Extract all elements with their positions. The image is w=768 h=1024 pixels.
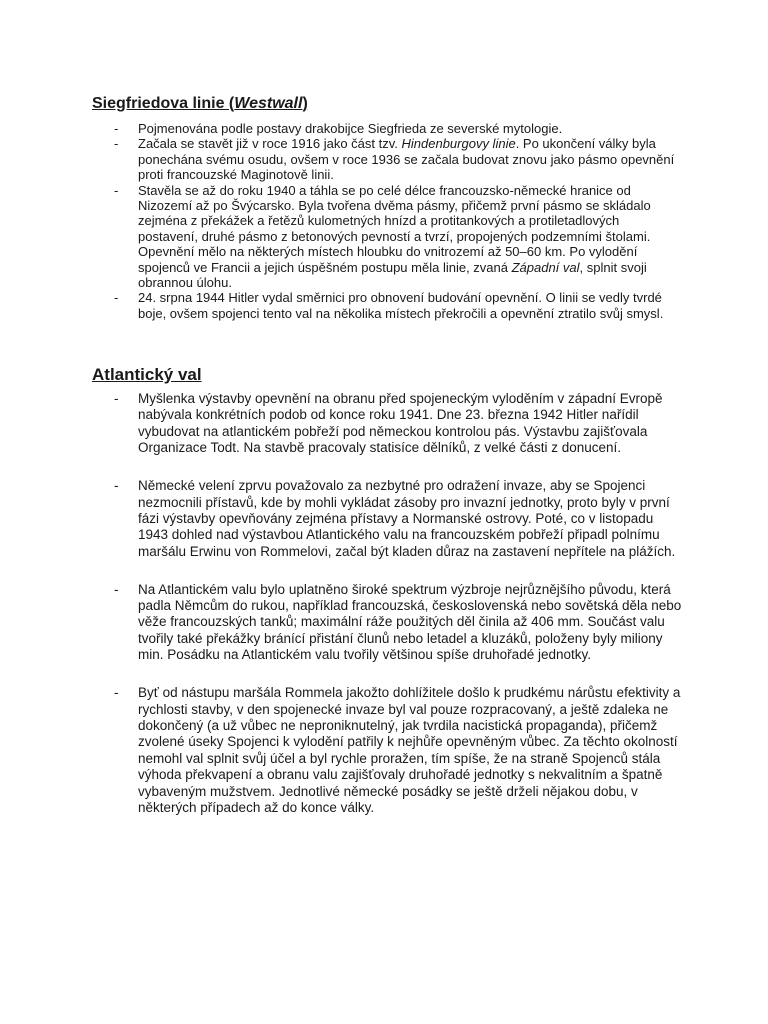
list-item-italic: Západní val [511,259,580,275]
list-item-text: Myšlenka výstavby opevnění na obranu před spojeneckým vyloděním v západní Evropě nabývala konkrétních podob od konce roku 1941. Dne 23. března 1942 Hitler nařídil vybudovat na atlantickém pobřeží pod německou kontrolou pás. Výstavbu zajišťovala Organizace Todt. Na stavbě pracovaly statisíce dělníků, z velké části z donucení. [138,391,663,456]
list-item-italic: Hindenburgovy linie [401,136,516,152]
list-item [92,582,682,664]
list-item-text: 24. srpna 1944 Hitler vydal směrnici pro obnovení budování opevnění. O linii se vedly tvrdé boje, ovšem spojenci tento val na několika místech překročili a opevnění ztratilo svůj smysl. [138,290,664,321]
dash-bullet: - [114,581,119,597]
list-item [92,478,682,560]
list-item [92,136,682,182]
list-item-text: . Po ukončení války byla ponechána svému osudu, ovšem v roce 1936 se začala budovat znovu jako pásmo opevnění proti francouzské Maginotově linii. [138,136,675,183]
dash-bullet: - [114,478,119,494]
list-item [92,685,682,816]
list-item [92,290,682,321]
section-siegfried-line [92,94,682,321]
list-item [92,121,682,136]
list-item-text: Pojmenována podle postavy drakobijce Siegfrieda ze severské mytologie. [138,121,563,136]
title-open-paren: ( [224,95,235,112]
dash-bullet: - [114,391,119,406]
section-title: Atlantický val [92,365,202,384]
list-item-text: Byť od nástupu maršála Rommela jakožto dohlížitele došlo k prudkému nárůstu efektivity a rychlosti stavby, v den spojenecké invaze byl val pouze rozpracovaný, a ještě zdaleka ne dokončený (a už vůbec ne neproniknutelný, jak tvrdila nacistická propaganda), přičemž zvolené úseky Spojenci k vylodění patřily k nejhůře opevněným vůbec. Za těchto okolností nemohl val splnit svůj účel a byl rychle proražen, tím spíše, že na straně Spojenců stála výhoda překvapení a obranu valu zajišťovaly druhořadé jednotky s nekvalitním a špatně vybaveným mužstvem. Jednotlivé německé posádky se ještě drželi nějakou dobu, v některých případech až do konce války. [138,685,681,816]
title-close-paren: ) [302,95,308,112]
dash-bullet: - [114,136,119,152]
list-item-text: Německé velení zprvu považovalo za nezbytné pro odražení invaze, aby se Spojenci nezmocnili přístavů, kde by mohli vykládat zásoby pro invazní jednotky, proto byly v první fázi výstavby opevňovány zejména přístavy a Normanské ostrovy. Poté, co v listopadu 1943 dohled nad výstavbou Atlantického valu na francouzském pobřeží připadl polnímu maršálu Erwinu von Rommelovi, začal být kladen důraz na zastavení nepřítele na plážích. [138,478,676,559]
list-item-text: Na Atlantickém valu bylo uplatněno široké spektrum výzbroje nejrůznějšího původu, která padla Němcům do rukou, například francouzská, československá nebo sovětská děla nebo věže francouzských tanků; maximální ráže použitých děl činila až 406 mm. Součást valu tvořily také překážky bránící přistání člunů nebo letadel a kluzáků, položeny byly miliony min. Posádku na Atlantickém valu tvořily většinou spíše druhořadé jednotky. [138,581,682,663]
list-item [92,391,682,457]
title-main: Siegfriedova linie [92,95,225,112]
dash-bullet: - [114,685,119,701]
bullet-list [92,121,682,321]
list-item [92,183,682,291]
section-atlantic-wall [92,364,682,816]
dash-bullet: - [114,290,119,306]
bullet-list [92,391,682,816]
dash-bullet: - [114,182,119,198]
list-item-text: , splnit svoji obrannou úlohu. [138,259,647,291]
list-item-text: Začala se stavět již v roce 1916 jako část tzv. [138,136,402,152]
list-item-text: Stavěla se až do roku 1940 a táhla se po celé délce francouzsko-německé hranice od Nizozemí až po Švýcarsko. Byla tvořena dvěma pásmy, přičemž první pásmo se skládalo zejména z překážek a řetězů kulometných hnízd a protitankových a protiletadlových postavení, druhé pásmo z betonových pevností a tvrzí, propojených podzemními štolami. Opevnění mělo na některých místech hloubku do vnitrozemí až 50–60 km. Po vylodění spojenců ve Francii a jejich úspěšném postupu měla linie, zvaná [138,182,651,275]
title-italic: Westwall [234,95,303,112]
section-title [92,94,682,114]
dash-bullet: - [114,121,119,136]
